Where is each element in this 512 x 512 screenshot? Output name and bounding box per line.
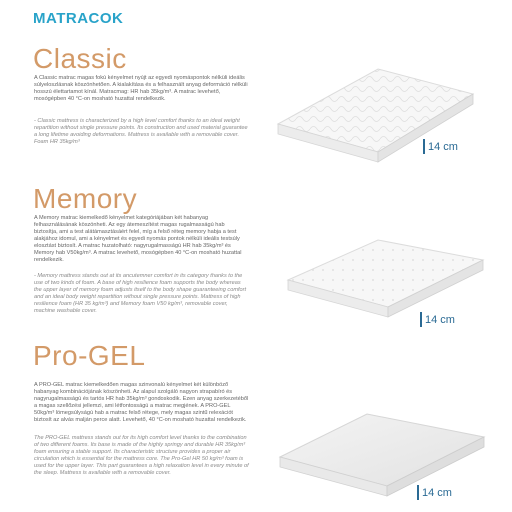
product-name: Classic (33, 43, 127, 74)
mattress-image (278, 225, 493, 325)
height-label (417, 485, 452, 500)
product-section-classic (0, 38, 512, 188)
product-description-hu: A PRO-GEL matrac kiemelkedően magas szinvonalú kényelmet két különböző habanyag kombinációjának köszönheti. Az alapul szolgáló nagyon strapabíró és nagyrugalmasságú és tartós HR hab 35kg/m³ gondoskodik. Ezen anyag szerkezetéből a magas szellőzési jellemzi, ami létfontosságú a matrac megjének. A PRO-GEL 50kg/m³ lömegsúlyságú hab a matrac felső rétege, mely magas szintű relexációt biztosít az alvás malján perce alatt. Levehető, 40 °C-on mosható huzattal rendelkezik. (34, 382, 249, 423)
height-label (423, 139, 458, 154)
mattress-image (272, 402, 492, 502)
product-section-progel (0, 340, 512, 512)
product-description-hu: A Memory matrac kiemelkedő kényelmet kategóriájában két habanyag felhasználásának köszönheti. Az egy átemeszítést magas rugalmasságú hab biztosítja, ami a test alátámasztásáért felel, míg a felső réteg memory habja a test alakjához idomul, ami a kényelmet és egyedi nyomás pontok nélküli ideális testsúly elosztást biztosít. A matrac huzatolható: nagyrugalmasságú HR hab 35kg/m³ és Memory hab V50kg/m³. A matrac levehető, mosógépben 40 °C-on mosható huzattal rendelkezik. (34, 215, 242, 263)
product-name: Memory (33, 183, 138, 214)
height-value: 14 cm (425, 313, 455, 326)
height-indicator-icon (417, 485, 419, 500)
height-label (420, 312, 455, 327)
height-value: 14 cm (428, 140, 458, 153)
height-indicator-icon (423, 139, 425, 154)
product-name: Pro-GEL (33, 340, 146, 371)
product-description-en: - Memory mattress stands out at its ancutemner comfort in its category thanks to the use of two kinds of foam. A base of high resilience foam supports the body whereas the upper layer of memory foam adjusts itself to the body shape guaranteeing comfort and an ideal body weight repartition without single pressure points. Mattress of high resilience foam (HR 35 kg/m³) and Memory foam V50 kg/m³, removable cover, machine washable cover. (34, 273, 247, 314)
height-value: 14 cm (422, 486, 452, 499)
product-description-en: The PRO-GEL mattress stands out for its high comfort level thanks to the combination of two different foams. Its base is made of the highly springy and durable HR 35kg/m³ foam ensuring a stable support. Its characteristic structure provides a proper air circulation which is essential for the mattress core. The Pro-Gel HR 50 kg/m³ foam is used for the upper layer. This part guarantees a high relaxation level in every minute of the sleep. Mattress is available with a removable cover. (34, 435, 249, 476)
height-indicator-icon (420, 312, 422, 327)
product-description-hu: A Classic matrac magas fokú kényelmet nyújt az egyedi nyomáspontok nélküli ideális súlyeloszlásnak köszönhetően. A kialakítása és a felhasznált anyag deformáció nélküli hosszú élettartamot kínál. Matracmag: HR hab 35kg/m³. A matrac levehető, mosógépben 40 °C-on mosható huzattal rendelkezik. (34, 75, 248, 102)
page-title: MATRACOK (33, 10, 124, 27)
product-section-memory (0, 183, 512, 348)
product-description-en: - Classic mattress is characterized by a high level comfort thanks to an ideal weight repartition without single pressure points. Its construction and used material guarantee a long lifetime avoiding deformations. Mattress is available with a removable cover. Foam HR 35kg/m³ (34, 118, 248, 145)
